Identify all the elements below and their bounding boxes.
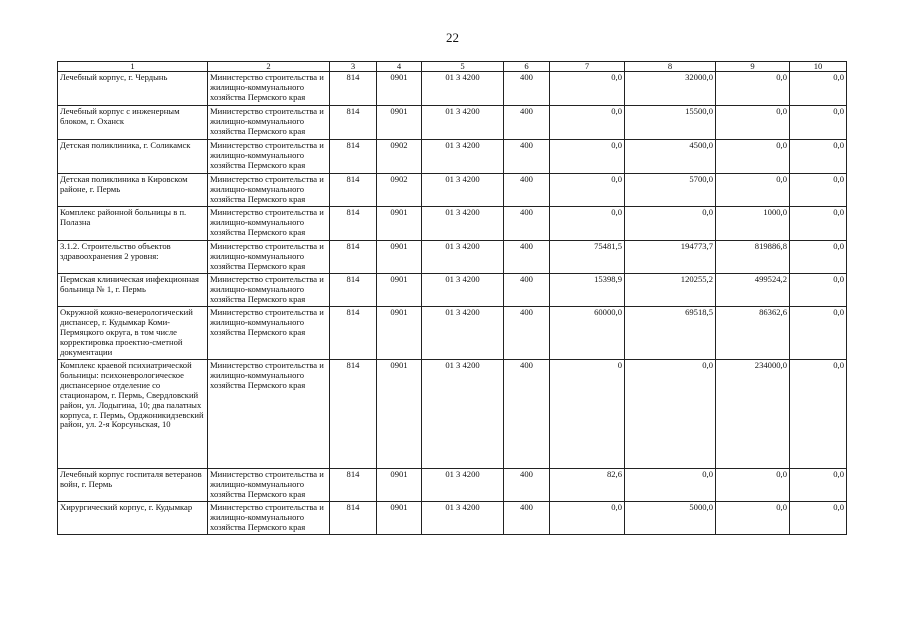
table-row bbox=[58, 274, 847, 307]
cell-col10: 0,0 bbox=[790, 207, 847, 241]
table-header bbox=[58, 62, 847, 72]
cell-col8: 4500,0 bbox=[625, 140, 716, 174]
cell-col5: 01 3 4200 bbox=[422, 360, 504, 469]
cell-col9: 819886,8 bbox=[716, 241, 790, 274]
cell-col9: 0,0 bbox=[716, 469, 790, 502]
cell-col5: 01 3 4200 bbox=[422, 241, 504, 274]
cell-col4: 0901 bbox=[377, 241, 422, 274]
cell-col9: 0,0 bbox=[716, 502, 790, 535]
cell-col6: 400 bbox=[504, 274, 550, 307]
header-cell: 7 bbox=[550, 62, 625, 72]
header-cell: 5 bbox=[422, 62, 504, 72]
cell-col4: 0901 bbox=[377, 307, 422, 360]
cell-col7: 0,0 bbox=[550, 106, 625, 140]
organization: Министерство строительства и жилищно-коммунального хозяйства Пермского края bbox=[208, 72, 330, 106]
table-row bbox=[58, 360, 847, 469]
cell-col8: 0,0 bbox=[625, 469, 716, 502]
cell-col4: 0901 bbox=[377, 360, 422, 469]
cell-col7: 82,6 bbox=[550, 469, 625, 502]
cell-col10: 0,0 bbox=[790, 174, 847, 207]
page-number: 22 bbox=[446, 30, 459, 45]
cell-col3: 814 bbox=[330, 469, 377, 502]
cell-col4: 0901 bbox=[377, 106, 422, 140]
table-row bbox=[58, 207, 847, 241]
organization: Министерство строительства и жилищно-коммунального хозяйства Пермского края bbox=[208, 469, 330, 502]
cell-col5: 01 3 4200 bbox=[422, 174, 504, 207]
organization: Министерство строительства и жилищно-коммунального хозяйства Пермского края bbox=[208, 174, 330, 207]
header-cell: 2 bbox=[208, 62, 330, 72]
cell-col3: 814 bbox=[330, 502, 377, 535]
table-row bbox=[58, 140, 847, 174]
organization: Министерство строительства и жилищно-коммунального хозяйства Пермского края bbox=[208, 106, 330, 140]
cell-col3: 814 bbox=[330, 106, 377, 140]
table-body bbox=[58, 72, 847, 535]
cell-col5: 01 3 4200 bbox=[422, 502, 504, 535]
cell-col9: 1000,0 bbox=[716, 207, 790, 241]
cell-col10: 0,0 bbox=[790, 106, 847, 140]
cell-col5: 01 3 4200 bbox=[422, 72, 504, 106]
cell-col6: 400 bbox=[504, 307, 550, 360]
header-cell: 10 bbox=[790, 62, 847, 72]
cell-col9: 0,0 bbox=[716, 140, 790, 174]
table-row bbox=[58, 72, 847, 106]
cell-col6: 400 bbox=[504, 140, 550, 174]
cell-col8: 32000,0 bbox=[625, 72, 716, 106]
organization: Министерство строительства и жилищно-коммунального хозяйства Пермского края bbox=[208, 241, 330, 274]
organization: Министерство строительства и жилищно-коммунального хозяйства Пермского края bbox=[208, 207, 330, 241]
cell-col9: 234000,0 bbox=[716, 360, 790, 469]
cell-col6: 400 bbox=[504, 502, 550, 535]
cell-col6: 400 bbox=[504, 469, 550, 502]
object-name: Пермская клиническая инфекционная больница № 1, г. Пермь bbox=[58, 274, 208, 307]
cell-col3: 814 bbox=[330, 274, 377, 307]
cell-col8: 15500,0 bbox=[625, 106, 716, 140]
cell-col6: 400 bbox=[504, 360, 550, 469]
cell-col3: 814 bbox=[330, 307, 377, 360]
cell-col6: 400 bbox=[504, 207, 550, 241]
cell-col10: 0,0 bbox=[790, 72, 847, 106]
cell-col8: 5700,0 bbox=[625, 174, 716, 207]
cell-col10: 0,0 bbox=[790, 469, 847, 502]
cell-col4: 0902 bbox=[377, 174, 422, 207]
cell-col4: 0902 bbox=[377, 140, 422, 174]
cell-col6: 400 bbox=[504, 241, 550, 274]
header-cell: 1 bbox=[58, 62, 208, 72]
cell-col4: 0901 bbox=[377, 207, 422, 241]
cell-col5: 01 3 4200 bbox=[422, 274, 504, 307]
cell-col9: 0,0 bbox=[716, 72, 790, 106]
cell-col5: 01 3 4200 bbox=[422, 207, 504, 241]
cell-col7: 0,0 bbox=[550, 174, 625, 207]
header-cell: 6 bbox=[504, 62, 550, 72]
header-cell: 9 bbox=[716, 62, 790, 72]
cell-col8: 0,0 bbox=[625, 360, 716, 469]
cell-col7: 0,0 bbox=[550, 140, 625, 174]
organization: Министерство строительства и жилищно-коммунального хозяйства Пермского края bbox=[208, 307, 330, 360]
cell-col9: 86362,6 bbox=[716, 307, 790, 360]
cell-col10: 0,0 bbox=[790, 307, 847, 360]
header-cell: 4 bbox=[377, 62, 422, 72]
cell-col7: 0,0 bbox=[550, 502, 625, 535]
object-name: Комплекс краевой психиатрической больницы: психоневрологическое диспансерное отделение со стационаром, г. Пермь, Свердловский район, ул. Лодыгина, 10; два палатных корпуса, г. Пермь, Орджоникидзевский район, ул. 2-я Корсуньская, 10 bbox=[58, 360, 208, 469]
cell-col4: 0901 bbox=[377, 274, 422, 307]
cell-col6: 400 bbox=[504, 174, 550, 207]
cell-col4: 0901 bbox=[377, 72, 422, 106]
cell-col7: 15398,9 bbox=[550, 274, 625, 307]
cell-col6: 400 bbox=[504, 72, 550, 106]
cell-col10: 0,0 bbox=[790, 360, 847, 469]
cell-col8: 5000,0 bbox=[625, 502, 716, 535]
cell-col6: 400 bbox=[504, 106, 550, 140]
object-name: Детская поликлиника, г. Соликамск bbox=[58, 140, 208, 174]
table-row bbox=[58, 106, 847, 140]
cell-col5: 01 3 4200 bbox=[422, 307, 504, 360]
cell-col5: 01 3 4200 bbox=[422, 106, 504, 140]
cell-col7: 75481,5 bbox=[550, 241, 625, 274]
cell-col3: 814 bbox=[330, 207, 377, 241]
object-name: Окружной кожно-венерологический диспансер, г. Кудымкар Коми-Пермяцкого округа, в том числе корректировка проектно-сметной документации bbox=[58, 307, 208, 360]
organization: Министерство строительства и жилищно-коммунального хозяйства Пермского края bbox=[208, 274, 330, 307]
table-row bbox=[58, 469, 847, 502]
object-name: Комплекс районной больницы в п. Полазна bbox=[58, 207, 208, 241]
header-cell: 8 bbox=[625, 62, 716, 72]
cell-col8: 120255,2 bbox=[625, 274, 716, 307]
object-name: Лечебный корпус с инженерным блоком, г. Оханск bbox=[58, 106, 208, 140]
cell-col3: 814 bbox=[330, 72, 377, 106]
table-row bbox=[58, 502, 847, 535]
header-cell: 3 bbox=[330, 62, 377, 72]
cell-col8: 0,0 bbox=[625, 207, 716, 241]
cell-col3: 814 bbox=[330, 241, 377, 274]
table-row bbox=[58, 174, 847, 207]
cell-col10: 0,0 bbox=[790, 140, 847, 174]
cell-col3: 814 bbox=[330, 140, 377, 174]
cell-col5: 01 3 4200 bbox=[422, 140, 504, 174]
cell-col3: 814 bbox=[330, 360, 377, 469]
cell-col3: 814 bbox=[330, 174, 377, 207]
cell-col7: 60000,0 bbox=[550, 307, 625, 360]
cell-col9: 0,0 bbox=[716, 174, 790, 207]
object-name: Хирургический корпус, г. Кудымкар bbox=[58, 502, 208, 535]
cell-col7: 0,0 bbox=[550, 207, 625, 241]
organization: Министерство строительства и жилищно-коммунального хозяйства Пермского края bbox=[208, 140, 330, 174]
organization: Министерство строительства и жилищно-коммунального хозяйства Пермского края bbox=[208, 360, 330, 469]
cell-col7: 0 bbox=[550, 360, 625, 469]
object-name: Лечебный корпус, г. Чердынь bbox=[58, 72, 208, 106]
cell-col5: 01 3 4200 bbox=[422, 469, 504, 502]
cell-col4: 0901 bbox=[377, 502, 422, 535]
object-name: Детская поликлиника в Кировском районе, г. Пермь bbox=[58, 174, 208, 207]
budget-table bbox=[57, 61, 847, 535]
object-name: Лечебный корпус госпиталя ветеранов войн, г. Пермь bbox=[58, 469, 208, 502]
cell-col4: 0901 bbox=[377, 469, 422, 502]
cell-col10: 0,0 bbox=[790, 241, 847, 274]
cell-col8: 194773,7 bbox=[625, 241, 716, 274]
cell-col10: 0,0 bbox=[790, 274, 847, 307]
table-row bbox=[58, 307, 847, 360]
table-row bbox=[58, 241, 847, 274]
cell-col7: 0,0 bbox=[550, 72, 625, 106]
cell-col9: 0,0 bbox=[716, 106, 790, 140]
organization: Министерство строительства и жилищно-коммунального хозяйства Пермского края bbox=[208, 502, 330, 535]
cell-col8: 69518,5 bbox=[625, 307, 716, 360]
cell-col10: 0,0 bbox=[790, 502, 847, 535]
header-row bbox=[58, 62, 847, 72]
object-name: 3.1.2. Строительство объектов здравоохранения 2 уровня: bbox=[58, 241, 208, 274]
cell-col9: 499524,2 bbox=[716, 274, 790, 307]
